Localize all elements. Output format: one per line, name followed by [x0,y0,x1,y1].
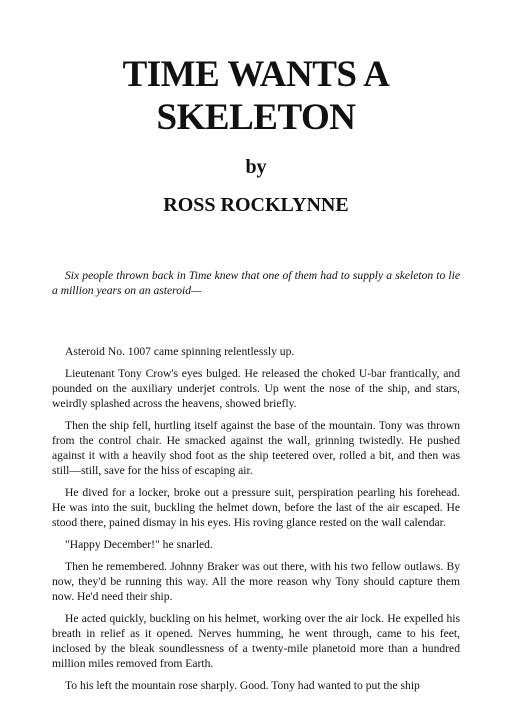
paragraph: Lieutenant Tony Crow's eyes bulged. He released the choked U-bar frantically, and pounded on the auxiliary underjet controls. Up went the nose of the ship, and stars, weirdly splashed across the heavens, showed briefly. [52,367,460,410]
epigraph: Six people thrown back in Time knew that one of them had to supply a skeleton to lie a million years on an asteroid— [52,269,460,297]
paragraph: Asteroid No. 1007 came spinning relentlessly up. [65,345,295,358]
paragraph: "Happy December!" he snarled. [65,538,213,551]
story-body [52,344,460,700]
paragraph: He acted quickly, buckling on his helmet, working over the air lock. He expelled his breath in relief as it opened. Nerves humming, he went through, came to his feet, inclosed by the bleak soundlessness of a twenty-mile planetoid more than a hundred million miles removed from Earth. [52,612,460,670]
title-line-2: SKELETON [156,97,356,138]
paragraph: Then he remembered. Johnny Braker was out there, with his two fellow outlaws. By now, they'd be running this way. All the more reason why Tony should capture them now. He'd need their ship. [52,560,460,603]
author-name: ROSS ROCKLYNNE [163,194,349,216]
title-line-1: TIME WANTS A [122,54,390,95]
paragraph: Then the ship fell, hurtling itself against the base of the mountain. Tony was thrown from the control chair. He smacked against the wall, grinning twistedly. He pushed against it with a heavily shod foot as the ship teetered over, rolled a bit, and then was still—still, save for the hiss of escaping air. [52,419,460,477]
paragraph: He dived for a locker, broke out a pressure suit, perspiration pearling his forehead. He was into the suit, buckling the helmet down, before the last of the air escaped. He stood there, pained dismay in his eyes. His roving glance rested on the wall calendar. [52,486,460,529]
paragraph: To his left the mountain rose sharply. Good. Tony had wanted to put the ship [65,679,420,692]
byline: by [245,156,267,178]
story-title [0,53,512,139]
